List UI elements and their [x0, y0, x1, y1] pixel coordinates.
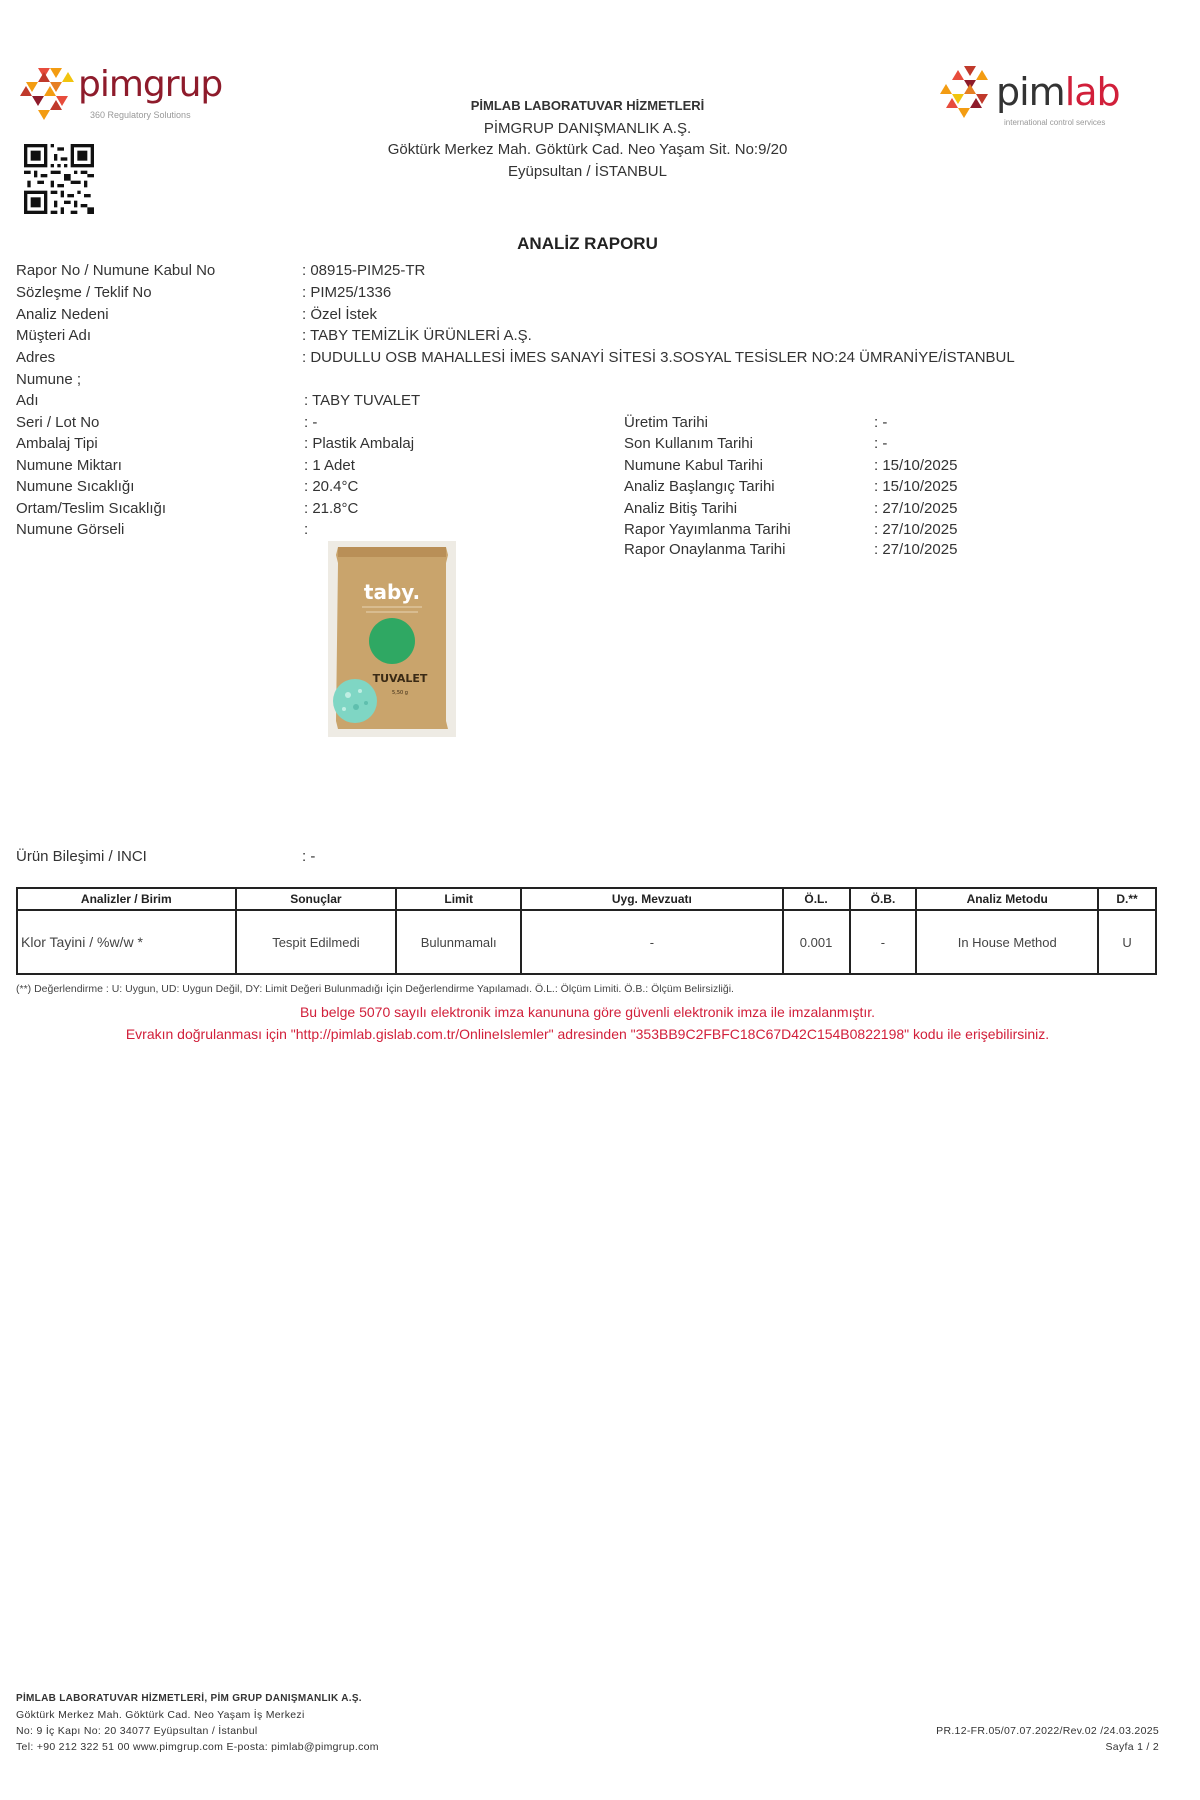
pimlab-tagline: international control services — [1004, 118, 1106, 127]
header-lab-name: PİMLAB LABORATUVAR HİZMETLERİ — [470, 98, 705, 113]
column-header: Sonuçlar — [236, 888, 397, 910]
field-label-sicaklik: Numune Sıcaklığı — [16, 478, 135, 495]
footer-contact: Tel: +90 212 322 51 00 www.pimgrup.com E-posta: pimlab@pimgrup.com — [16, 1741, 379, 1753]
table-cell-measurement-limit: 0.001 — [783, 910, 850, 974]
header-company: PİMGRUP DANIŞMANLIK A.Ş. — [483, 120, 692, 137]
field-value-seri: : - — [304, 414, 318, 431]
column-header: Ö.L. — [783, 888, 850, 910]
pimlab-wordmark-pim: pim — [996, 70, 1065, 114]
field-value-ambalaj: : Plastik Ambalaj — [304, 435, 415, 452]
pimgrup-tagline: 360 Regulatory Solutions — [90, 110, 191, 120]
footer-address-1: Göktürk Merkez Mah. Göktürk Cad. Neo Yaşam İş Merkezi — [16, 1709, 305, 1721]
table-cell-evaluation: U — [1098, 910, 1156, 974]
field-value-gorsel: : — [304, 521, 309, 538]
field-label-miktar: Numune Miktarı — [16, 457, 122, 474]
field-value-sicaklik: : 20.4°C — [304, 478, 359, 495]
field-label-rapor-no: Rapor No / Numune Kabul No — [16, 262, 216, 279]
field-label-sozlesme: Sözleşme / Teklif No — [16, 284, 152, 301]
results-table — [16, 887, 1157, 975]
field-label-gorsel: Numune Görseli — [16, 521, 125, 538]
field-label-adi: Adı — [16, 392, 39, 409]
column-header: Ö.B. — [850, 888, 917, 910]
field-value-uretim: : - — [874, 414, 888, 431]
table-cell-uncertainty: - — [850, 910, 917, 974]
field-label-onay: Rapor Onaylanma Tarihi — [624, 541, 786, 558]
pimgrup-wordmark: pimgrup — [78, 64, 223, 105]
field-value-musteri: : TABY TEMİZLİK ÜRÜNLERİ A.Ş. — [302, 327, 532, 344]
footer-address-2: No: 9 İç Kapı No: 20 34077 Eyüpsultan / İstanbul — [16, 1725, 258, 1737]
verification-notice: Evrakın doğrulanması için "http://pimlab.gislab.com.tr/OnlineIslemler" adresinden "353BB9C2FBFC18C67D42C154B0822198" kodu ile erişebilirsiniz. — [125, 1026, 1050, 1042]
field-value-bilesim: : - — [302, 848, 316, 865]
field-label-numune: Numune ; — [16, 371, 82, 388]
product-tablet — [333, 679, 377, 723]
field-value-miktar: : 1 Adet — [304, 457, 355, 474]
field-value-son-kullanim: : - — [874, 435, 888, 452]
field-value-adi: : TABY TUVALET — [304, 392, 421, 409]
table-cell-analysis: Klor Tayini / %w/w * — [17, 910, 236, 974]
column-header: Uyg. Mevzuatı — [521, 888, 782, 910]
product-weight: 5,50 g — [392, 690, 408, 696]
field-value-baslangic: : 15/10/2025 — [874, 478, 958, 495]
table-cell-method: In House Method — [916, 910, 1098, 974]
pimlab-mark-icon — [940, 66, 998, 126]
product-package-illustration — [328, 541, 456, 737]
column-header: Analizler / Birim — [17, 888, 236, 910]
field-label-musteri: Müşteri Adı — [16, 327, 92, 344]
field-label-adres: Adres — [16, 349, 56, 366]
pimgrup-logo — [20, 62, 223, 126]
field-value-onay: : 27/10/2025 — [874, 541, 958, 558]
column-header: Analiz Metodu — [916, 888, 1098, 910]
product-name: TUVALET — [372, 672, 428, 685]
product-image — [328, 541, 456, 737]
evaluation-legend: (**) Değerlendirme : U: Uygun, UD: Uygun Değil, DY: Limit Değeri Bulunmadığı İçin Değerlendirme Yapılamadı. Ö.L.: Ölçüm Limiti. Ö.B.: Ölçüm Belirsizliği. — [16, 983, 734, 995]
pimgrup-mark-icon — [20, 64, 78, 124]
table-cell-limit: Bulunmamalı — [396, 910, 521, 974]
table-header-row — [17, 888, 1156, 910]
header-address-1: Göktürk Merkez Mah. Göktürk Cad. Neo Yaşam Sit. No:9/20 — [387, 141, 788, 158]
field-value-kabul-tarihi: : 15/10/2025 — [874, 457, 958, 474]
field-value-yayim: : 27/10/2025 — [874, 521, 958, 538]
pimlab-wordmark-lab: lab — [1064, 70, 1120, 114]
field-label-bilesim: Ürün Bileşimi / INCI — [16, 848, 147, 865]
field-label-ambalaj: Ambalaj Tipi — [16, 435, 98, 452]
field-label-ortam: Ortam/Teslim Sıcaklığı — [16, 500, 167, 517]
field-label-yayim: Rapor Yayımlanma Tarihi — [624, 521, 791, 538]
field-label-analiz-nedeni: Analiz Nedeni — [16, 306, 109, 323]
field-label-bitis: Analiz Bitiş Tarihi — [624, 500, 738, 517]
field-label-son-kullanim: Son Kullanım Tarihi — [624, 435, 753, 452]
pimlab-logo — [940, 62, 1120, 132]
column-header: Limit — [396, 888, 521, 910]
footer-page-number: Sayfa 1 / 2 — [1105, 1741, 1159, 1753]
footer-company: PİMLAB LABORATUVAR HİZMETLERİ, PİM GRUP DANIŞMANLIK A.Ş. — [16, 1693, 362, 1704]
field-value-rapor-no: : 08915-PIM25-TR — [302, 262, 426, 279]
report-title: ANALİZ RAPORU — [517, 234, 658, 253]
field-label-kabul-tarihi: Numune Kabul Tarihi — [624, 457, 763, 474]
field-value-adres: : DUDULLU OSB MAHALLESİ İMES SANAYİ SİTESİ 3.SOSYAL TESİSLER NO:24 ÜMRANİYE/İSTANBUL — [302, 349, 1015, 366]
header-address-2: Eyüpsultan / İSTANBUL — [508, 163, 667, 180]
field-value-ortam: : 21.8°C — [304, 500, 359, 517]
table-cell-result: Tespit Edilmedi — [236, 910, 397, 974]
product-green-disc — [369, 618, 415, 664]
field-label-baslangic: Analiz Başlangıç Tarihi — [624, 478, 775, 495]
table-row — [17, 910, 1156, 974]
field-value-bitis: : 27/10/2025 — [874, 500, 958, 517]
footer-doc-code: PR.12-FR.05/07.07.2022/Rev.02 /24.03.2025 — [936, 1725, 1159, 1737]
field-label-seri: Seri / Lot No — [16, 414, 100, 431]
field-label-uretim: Üretim Tarihi — [624, 414, 708, 431]
table-cell-regulation: - — [521, 910, 782, 974]
field-value-analiz-nedeni: : Özel İstek — [302, 306, 378, 323]
field-value-sozlesme: : PIM25/1336 — [302, 284, 392, 301]
product-brand: taby. — [363, 580, 421, 604]
pimlab-wordmark — [996, 70, 1120, 114]
esignature-notice: Bu belge 5070 sayılı elektronik imza kanununa göre güvenli elektronik imza ile imzalanmıştır. — [299, 1004, 876, 1020]
column-header: D.** — [1098, 888, 1156, 910]
